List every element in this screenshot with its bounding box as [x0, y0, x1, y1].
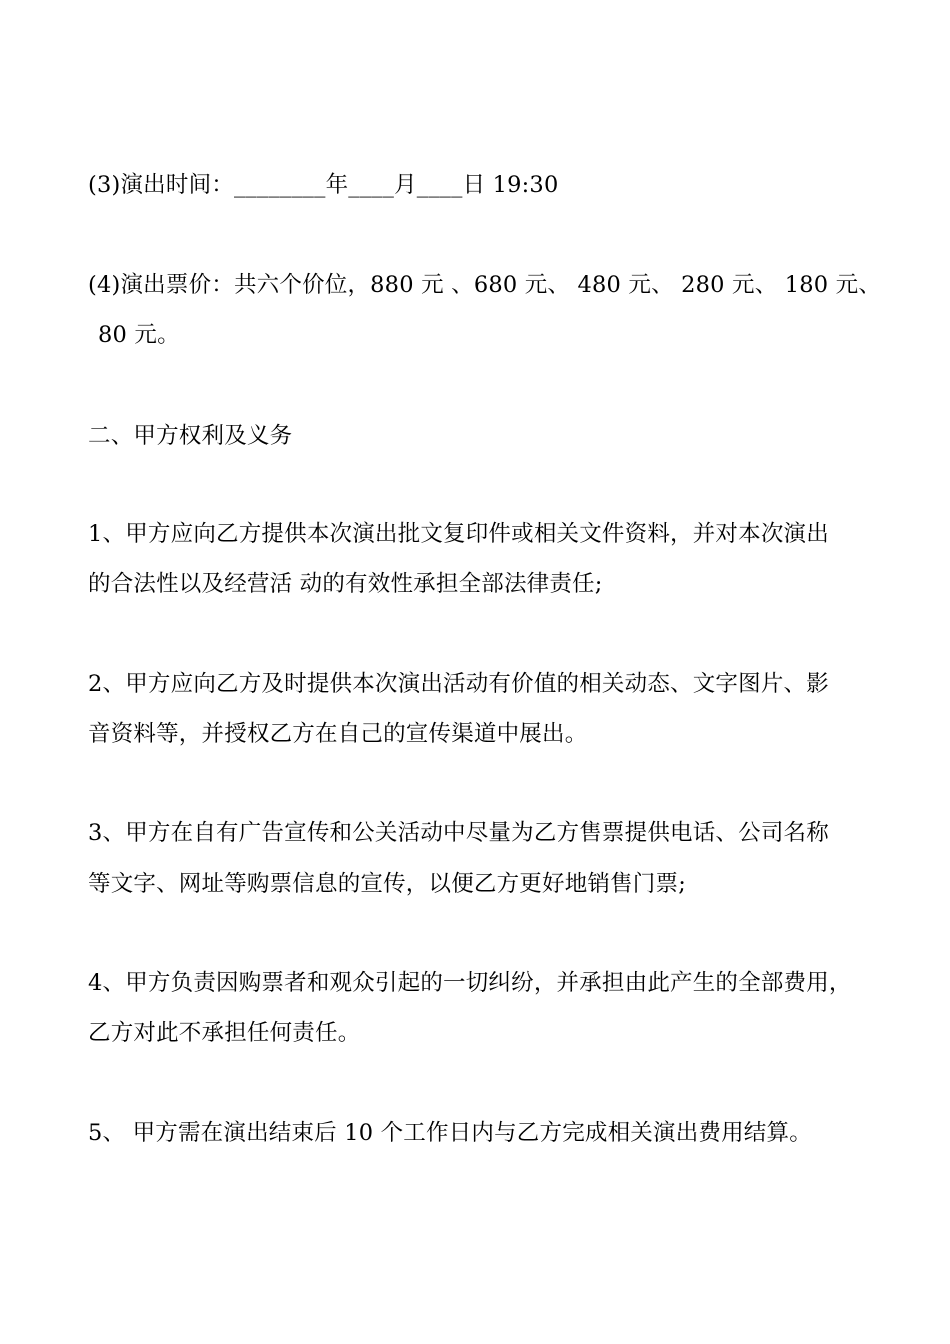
clause-3-line-2: 等文字、网址等购票信息的宣传，以便乙方更好地销售门票;: [88, 871, 686, 897]
clause-1-line-1: 1、甲方应向乙方提供本次演出批文复印件或相关文件资料，并对本次演出: [88, 521, 829, 547]
clause-4-line-1: 4、甲方负责因购票者和观众引起的一切纠纷，并承担由此产生的全部费用，: [88, 970, 852, 996]
ticket-price-line: (4)演出票价：共六个价位，880 元 、680 元、 480 元、 280 元、 180 元、: [88, 272, 882, 298]
performance-time-line: (3)演出时间：________年____月____日 19:30: [88, 172, 559, 198]
section-heading: 二、甲方权利及义务: [88, 423, 293, 449]
clause-5-line-1: 5、 甲方需在演出结束后 10 个工作日内与乙方完成相关演出费用结算。: [88, 1120, 812, 1146]
clause-2-line-2: 音资料等，并授权乙方在自己的宣传渠道中展出。: [88, 721, 588, 747]
clause-4-line-2: 乙方对此不承担任何责任。: [88, 1020, 361, 1046]
ticket-price-line-cont: 80 元。: [98, 322, 180, 348]
clause-2-line-1: 2、甲方应向乙方及时提供本次演出活动有价值的相关动态、文字图片、影: [88, 671, 829, 697]
clause-1-line-2: 的合法性以及经营活 动的有效性承担全部法律责任;: [88, 571, 603, 597]
clause-3-line-1: 3、甲方在自有广告宣传和公关活动中尽量为乙方售票提供电话、公司名称: [88, 820, 829, 846]
